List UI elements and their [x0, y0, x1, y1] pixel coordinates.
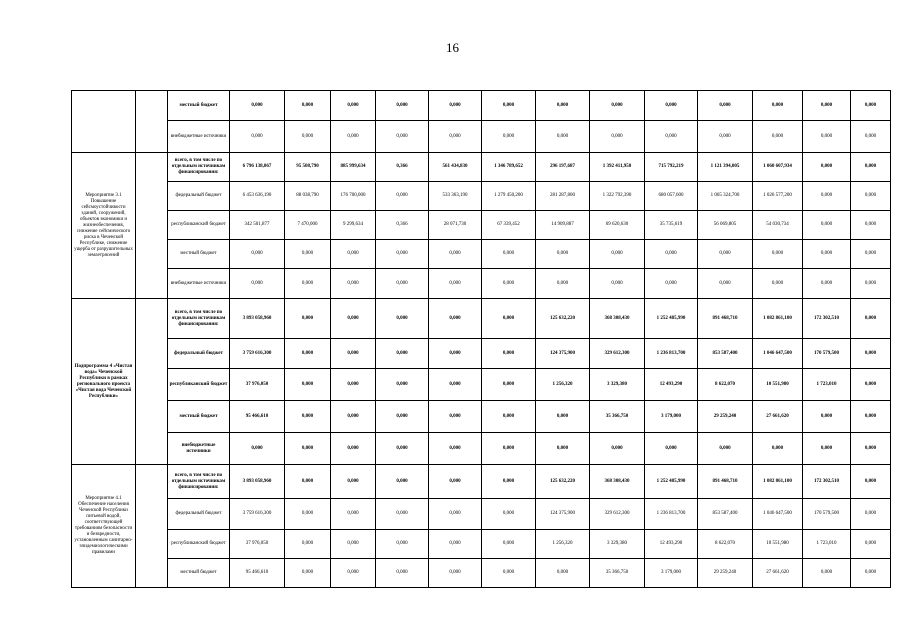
- amount-cell: 0,000: [698, 240, 753, 269]
- amount-cell: 0,000: [645, 269, 698, 299]
- amount-cell: 0,000: [376, 530, 429, 559]
- table-row: [72, 433, 891, 465]
- amount-cell: 172 302,510: [803, 299, 851, 339]
- funding-source-cell: республиканский бюджет: [168, 211, 230, 240]
- amount-cell: 0,000: [753, 433, 803, 465]
- amount-cell: 176 700,000: [331, 182, 376, 211]
- amount-cell: 0,000: [803, 240, 851, 269]
- amount-cell: 95 466,610: [230, 559, 285, 588]
- amount-cell: 0,000: [285, 121, 331, 153]
- amount-cell: 0,000: [331, 465, 376, 499]
- amount-cell: 88 038,790: [285, 182, 331, 211]
- amount-cell: 296 197,687: [536, 153, 590, 182]
- amount-cell: 0,000: [429, 269, 482, 299]
- amount-cell: 10 551,980: [753, 530, 803, 559]
- executor-cell: [136, 465, 168, 588]
- amount-cell: 0,000: [331, 240, 376, 269]
- amount-cell: 0,000: [376, 465, 429, 499]
- amount-cell: 0,000: [803, 269, 851, 299]
- program-name-cell: Подпрограмма 4 «Чистая вода» Чеченской Республики в рамках регионального проекта «Чистая вода Чеченской Республики»: [72, 299, 136, 465]
- amount-cell: 0,000: [331, 91, 376, 121]
- amount-cell: 0,000: [645, 91, 698, 121]
- funding-source-cell: федеральный бюджет: [168, 499, 230, 530]
- amount-cell: 0,000: [851, 153, 891, 182]
- amount-cell: 0,000: [803, 153, 851, 182]
- amount-cell: 0,366: [376, 211, 429, 240]
- amount-cell: 0,000: [482, 530, 536, 559]
- amount-cell: 3 759 616,300: [230, 499, 285, 530]
- amount-cell: 0,000: [753, 121, 803, 153]
- budget-table: [71, 90, 891, 588]
- amount-cell: 0,000: [536, 401, 590, 433]
- amount-cell: 29 259,240: [698, 401, 753, 433]
- table-row: [72, 559, 891, 588]
- amount-cell: 0,000: [482, 339, 536, 369]
- amount-cell: 0,000: [331, 433, 376, 465]
- table-row: [72, 465, 891, 499]
- amount-cell: 0,000: [536, 121, 590, 153]
- amount-cell: 0,000: [482, 121, 536, 153]
- amount-cell: 0,000: [429, 299, 482, 339]
- amount-cell: 715 792,219: [645, 153, 698, 182]
- amount-cell: 1 065 324,700: [698, 182, 753, 211]
- amount-cell: 3 893 058,960: [230, 299, 285, 339]
- amount-cell: 0,000: [429, 240, 482, 269]
- amount-cell: 0,000: [803, 182, 851, 211]
- amount-cell: 0,000: [230, 269, 285, 299]
- amount-cell: 885 999,634: [331, 153, 376, 182]
- amount-cell: 0,000: [230, 121, 285, 153]
- amount-cell: 0,000: [482, 240, 536, 269]
- amount-cell: 1 060 607,934: [753, 153, 803, 182]
- amount-cell: 35 366,750: [590, 401, 645, 433]
- amount-cell: 0,000: [753, 91, 803, 121]
- amount-cell: 0,000: [429, 433, 482, 465]
- funding-source-cell: местный бюджет: [168, 401, 230, 433]
- amount-cell: 0,000: [803, 401, 851, 433]
- amount-cell: 170 579,500: [803, 339, 851, 369]
- amount-cell: 0,000: [376, 269, 429, 299]
- amount-cell: 95 508,790: [285, 153, 331, 182]
- funding-source-cell: федеральный бюджет: [168, 339, 230, 369]
- amount-cell: 0,000: [230, 91, 285, 121]
- amount-cell: 1 723,010: [803, 530, 851, 559]
- amount-cell: 27 661,620: [753, 401, 803, 433]
- amount-cell: 95 466,610: [230, 401, 285, 433]
- amount-cell: 6 796 138,067: [230, 153, 285, 182]
- amount-cell: 0,000: [429, 530, 482, 559]
- amount-cell: 0,000: [331, 369, 376, 401]
- amount-cell: 0,000: [230, 240, 285, 269]
- amount-cell: 125 632,220: [536, 299, 590, 339]
- amount-cell: 0,000: [429, 91, 482, 121]
- amount-cell: 8 622,070: [698, 369, 753, 401]
- amount-cell: 0,000: [429, 369, 482, 401]
- table-row: [72, 269, 891, 299]
- amount-cell: 0,000: [429, 499, 482, 530]
- amount-cell: 124 375,900: [536, 499, 590, 530]
- amount-cell: 0,000: [698, 269, 753, 299]
- amount-cell: 0,000: [285, 401, 331, 433]
- amount-cell: 56 069,805: [698, 211, 753, 240]
- amount-cell: 29 259,240: [698, 559, 753, 588]
- amount-cell: 0,000: [331, 299, 376, 339]
- amount-cell: 0,000: [590, 433, 645, 465]
- funding-source-cell: местный бюджет: [168, 91, 230, 121]
- executor-cell: [136, 91, 168, 153]
- amount-cell: 891 468,710: [698, 465, 753, 499]
- executor-cell: [136, 153, 168, 299]
- amount-cell: 0,000: [285, 299, 331, 339]
- amount-cell: 0,000: [376, 499, 429, 530]
- amount-cell: 3 759 616,300: [230, 339, 285, 369]
- amount-cell: 1 082 861,100: [753, 465, 803, 499]
- amount-cell: 0,000: [482, 401, 536, 433]
- amount-cell: 281 287,800: [536, 182, 590, 211]
- funding-source-cell: всего, в том числе по отдельным источникам финансирования:: [168, 153, 230, 182]
- amount-cell: 0,000: [851, 433, 891, 465]
- amount-cell: 35 366,750: [590, 559, 645, 588]
- amount-cell: 3 179,000: [645, 559, 698, 588]
- amount-cell: 0,000: [753, 269, 803, 299]
- amount-cell: 0,000: [376, 240, 429, 269]
- amount-cell: 891 468,710: [698, 299, 753, 339]
- amount-cell: 0,000: [803, 559, 851, 588]
- amount-cell: 3 329,380: [590, 530, 645, 559]
- amount-cell: 12 493,290: [645, 530, 698, 559]
- amount-cell: 1 026 577,200: [753, 182, 803, 211]
- amount-cell: 0,000: [331, 530, 376, 559]
- amount-cell: 0,000: [851, 559, 891, 588]
- amount-cell: 0,000: [482, 91, 536, 121]
- table-row: [72, 153, 891, 182]
- table-row: [72, 182, 891, 211]
- amount-cell: 1 236 813,700: [645, 339, 698, 369]
- funding-source-cell: федеральный бюджет: [168, 182, 230, 211]
- amount-cell: 0,000: [851, 211, 891, 240]
- amount-cell: 0,000: [698, 121, 753, 153]
- amount-cell: 0,000: [376, 559, 429, 588]
- table-row: [72, 299, 891, 339]
- table-row: [72, 369, 891, 401]
- amount-cell: 1 121 394,005: [698, 153, 753, 182]
- amount-cell: 0,000: [536, 433, 590, 465]
- amount-cell: 28 071,730: [429, 211, 482, 240]
- amount-cell: 0,000: [645, 433, 698, 465]
- amount-cell: 0,000: [285, 465, 331, 499]
- amount-cell: 0,366: [376, 153, 429, 182]
- amount-cell: 1 322 792,390: [590, 182, 645, 211]
- amount-cell: 0,000: [285, 559, 331, 588]
- amount-cell: 0,000: [536, 240, 590, 269]
- amount-cell: 0,000: [331, 559, 376, 588]
- amount-cell: 0,000: [590, 240, 645, 269]
- amount-cell: 0,000: [803, 91, 851, 121]
- amount-cell: 0,000: [429, 465, 482, 499]
- funding-source-cell: всего, в том числе по отдельным источникам финансирования:: [168, 299, 230, 339]
- table-row: [72, 530, 891, 559]
- amount-cell: 1 252 485,990: [645, 299, 698, 339]
- amount-cell: 1 082 861,100: [753, 299, 803, 339]
- amount-cell: 0,000: [285, 91, 331, 121]
- amount-cell: 0,000: [645, 121, 698, 153]
- amount-cell: 0,000: [429, 559, 482, 588]
- amount-cell: 0,000: [851, 369, 891, 401]
- amount-cell: 54 030,734: [753, 211, 803, 240]
- amount-cell: 1 723,010: [803, 369, 851, 401]
- amount-cell: 172 302,510: [803, 465, 851, 499]
- amount-cell: 3 329,380: [590, 369, 645, 401]
- amount-cell: 125 632,220: [536, 465, 590, 499]
- amount-cell: 0,000: [376, 433, 429, 465]
- page-number: 16: [446, 40, 459, 55]
- amount-cell: 0,000: [376, 299, 429, 339]
- amount-cell: 1 236 813,700: [645, 499, 698, 530]
- amount-cell: 0,000: [645, 240, 698, 269]
- funding-source-cell: внебюджетные источники: [168, 433, 230, 465]
- amount-cell: 342 501,877: [230, 211, 285, 240]
- table-row: [72, 211, 891, 240]
- amount-cell: 170 579,500: [803, 499, 851, 530]
- amount-cell: 0,000: [376, 369, 429, 401]
- amount-cell: 329 612,300: [590, 499, 645, 530]
- amount-cell: 0,000: [285, 433, 331, 465]
- amount-cell: 0,000: [851, 339, 891, 369]
- amount-cell: 0,000: [851, 240, 891, 269]
- amount-cell: 0,000: [851, 91, 891, 121]
- amount-cell: 0,000: [429, 121, 482, 153]
- amount-cell: 0,000: [376, 182, 429, 211]
- amount-cell: 0,000: [482, 269, 536, 299]
- funding-source-cell: республиканский бюджет: [168, 530, 230, 559]
- amount-cell: 3 893 058,960: [230, 465, 285, 499]
- budget-table-body: [72, 91, 891, 588]
- amount-cell: 37 976,050: [230, 530, 285, 559]
- funding-source-cell: всего, в том числе по отдельным источникам финансирования:: [168, 465, 230, 499]
- amount-cell: 0,000: [536, 269, 590, 299]
- amount-cell: 0,000: [429, 401, 482, 433]
- funding-source-cell: местный бюджет: [168, 559, 230, 588]
- amount-cell: 0,000: [331, 401, 376, 433]
- amount-cell: 0,000: [285, 240, 331, 269]
- amount-cell: 0,000: [851, 121, 891, 153]
- amount-cell: 0,000: [482, 299, 536, 339]
- amount-cell: 9 299,634: [331, 211, 376, 240]
- amount-cell: 0,000: [851, 299, 891, 339]
- table-row: [72, 121, 891, 153]
- amount-cell: 0,000: [482, 559, 536, 588]
- amount-cell: 1 252 485,990: [645, 465, 698, 499]
- amount-cell: 0,000: [482, 499, 536, 530]
- amount-cell: 0,000: [851, 182, 891, 211]
- amount-cell: 1 046 647,500: [753, 499, 803, 530]
- amount-cell: 0,000: [331, 499, 376, 530]
- amount-cell: 561 434,830: [429, 153, 482, 182]
- amount-cell: 0,000: [376, 121, 429, 153]
- amount-cell: 1 256,320: [536, 369, 590, 401]
- amount-cell: 37 976,050: [230, 369, 285, 401]
- table-row: [72, 339, 891, 369]
- amount-cell: 680 057,600: [645, 182, 698, 211]
- amount-cell: 0,000: [698, 91, 753, 121]
- amount-cell: 0,000: [536, 559, 590, 588]
- amount-cell: 1 346 789,652: [482, 153, 536, 182]
- amount-cell: 0,000: [803, 121, 851, 153]
- amount-cell: 0,000: [753, 240, 803, 269]
- amount-cell: 1 046 647,500: [753, 339, 803, 369]
- amount-cell: 0,000: [285, 499, 331, 530]
- amount-cell: 0,000: [429, 339, 482, 369]
- amount-cell: 0,000: [331, 121, 376, 153]
- amount-cell: 35 735,619: [645, 211, 698, 240]
- amount-cell: 0,000: [285, 269, 331, 299]
- amount-cell: 1 256,320: [536, 530, 590, 559]
- funding-source-cell: внебюджетные источники: [168, 269, 230, 299]
- executor-cell: [136, 299, 168, 465]
- amount-cell: 329 612,300: [590, 339, 645, 369]
- amount-cell: 533 363,190: [429, 182, 482, 211]
- amount-cell: 0,000: [851, 269, 891, 299]
- amount-cell: 0,000: [230, 433, 285, 465]
- amount-cell: 0,000: [698, 433, 753, 465]
- amount-cell: 67 339,452: [482, 211, 536, 240]
- amount-cell: 0,000: [285, 339, 331, 369]
- amount-cell: 1 279 450,200: [482, 182, 536, 211]
- amount-cell: 853 587,400: [698, 339, 753, 369]
- amount-cell: 1 392 411,950: [590, 153, 645, 182]
- table-row: [72, 499, 891, 530]
- amount-cell: 14 909,887: [536, 211, 590, 240]
- table-row: [72, 401, 891, 433]
- amount-cell: 0,000: [331, 339, 376, 369]
- amount-cell: 0,000: [590, 269, 645, 299]
- amount-cell: 368 308,430: [590, 465, 645, 499]
- amount-cell: 124 375,900: [536, 339, 590, 369]
- amount-cell: 0,000: [285, 530, 331, 559]
- amount-cell: 0,000: [590, 121, 645, 153]
- table-row: [72, 240, 891, 269]
- amount-cell: 0,000: [482, 433, 536, 465]
- amount-cell: 3 179,000: [645, 401, 698, 433]
- amount-cell: 0,000: [376, 339, 429, 369]
- amount-cell: 0,000: [590, 91, 645, 121]
- amount-cell: 6 453 636,190: [230, 182, 285, 211]
- amount-cell: 0,000: [851, 499, 891, 530]
- amount-cell: 27 661,620: [753, 559, 803, 588]
- amount-cell: 12 493,290: [645, 369, 698, 401]
- program-name-cell: Мероприятие 3.1 Повышение сейсмоустойчивости зданий, сооружений, объектов экономики и жизнеобеспечения, снижение сейсмического риска в Чеченской Республике, снижение ущерба от разрушительных землетрясений: [72, 153, 136, 299]
- funding-source-cell: республиканский бюджет: [168, 369, 230, 401]
- amount-cell: 0,000: [482, 465, 536, 499]
- funding-source-cell: местный бюджет: [168, 240, 230, 269]
- amount-cell: 0,000: [536, 91, 590, 121]
- amount-cell: 0,000: [803, 433, 851, 465]
- amount-cell: 10 551,980: [753, 369, 803, 401]
- program-name-cell: Мероприятие 4.1 Обеспечение населения Чеченской Республики питьевой водой, соответствующей требованиям безопасности и безвредности, установленным санитарно-эпидемиологическими правилами: [72, 465, 136, 588]
- amount-cell: 368 308,430: [590, 299, 645, 339]
- amount-cell: 853 587,400: [698, 499, 753, 530]
- amount-cell: 0,000: [803, 211, 851, 240]
- funding-source-cell: внебюджетные источники: [168, 121, 230, 153]
- amount-cell: 0,000: [285, 369, 331, 401]
- amount-cell: 0,000: [482, 369, 536, 401]
- amount-cell: 0,000: [851, 530, 891, 559]
- amount-cell: 0,000: [851, 465, 891, 499]
- amount-cell: 0,000: [331, 269, 376, 299]
- amount-cell: 0,000: [851, 401, 891, 433]
- amount-cell: 0,000: [376, 401, 429, 433]
- amount-cell: 7 470,000: [285, 211, 331, 240]
- amount-cell: 0,000: [376, 91, 429, 121]
- amount-cell: 69 620,630: [590, 211, 645, 240]
- table-row: [72, 91, 891, 121]
- amount-cell: 8 622,070: [698, 530, 753, 559]
- program-name-cell: [72, 91, 136, 153]
